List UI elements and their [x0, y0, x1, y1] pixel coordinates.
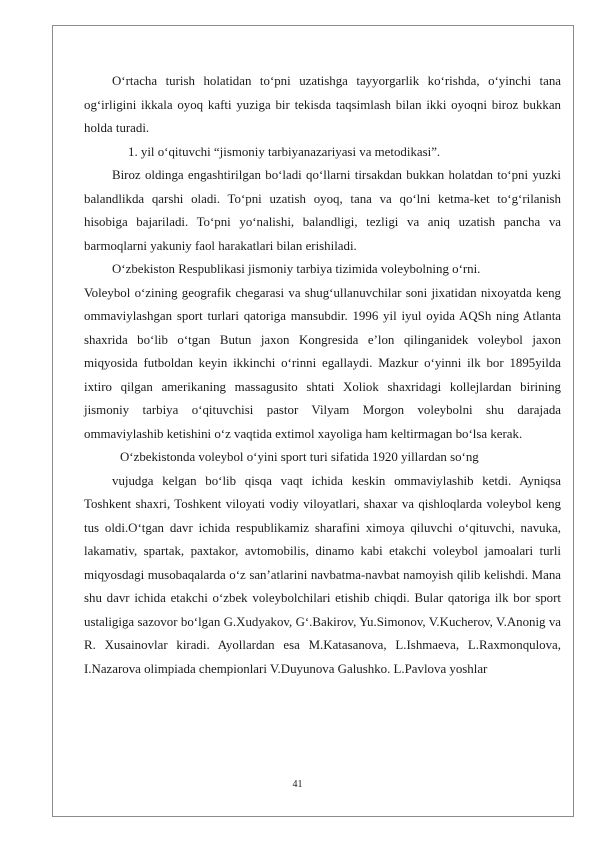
section-heading: O‘zbekiston Respublikasi jismoniy tarbiya tizimida voleybolning o‘rni.	[112, 262, 481, 276]
paragraph: O‘zbekistonda voleybol o‘yini sport turi sifatida 1920 yillardan so‘ng	[120, 450, 479, 464]
page-number: 41	[292, 779, 303, 790]
paragraph: Voleybol o‘zining geografik chegarasi va shug‘ullanuvchilar soni jixatidan nixoyatda keng ommaviylashgan sport turlari qatoriga mansubdir. 1996 yil iyul oyida AQSh ning Atlanta shaxrida bo‘lib o‘tgan Butun jaxon Kongresida e’lon qilinganidek voleybol jaxon miqyosida futboldan keyin ikkinchi o‘rinni egallaydi. Mazkur o‘yinni ilk bor 1895yilda ixtiro qilgan amerikaning massagusito shtati Xoliok shaxridagi kollejlardan birining jismoniy tarbiya o‘qituvchisi pastor Vilyam Morgon voleybolni shu darajada ommaviylashib ketishini o‘z vaqtida extimol xayoliga ham keltirmagan bo‘lsa kerak.	[84, 285, 561, 441]
paragraph: vujudga kelgan bo‘lib qisqa vaqt ichida keskin ommaviylashib ketdi. Ayniqsa Toshkent shaxri, Toshkent viloyati vodiy viloyatlari, shaxar va qishloqlarda voleybol keng tus oldi.O‘tgan davr ichida respublikamiz sharafini ximoya qiluvchi o‘qituvchi, navuka, lakamativ, spartak, paxtakor, avtomobilis, dinamo kabi etakchi voleybol jamoalari turli miqyosdagi musobaqalarda o‘z san’atlarini navbatma-navbat namoyish qilib kelishdi. Mana shu davr ichida etakchi o‘zbek voleybolchilari etishib chiqdi. Bular qatoriga ilk bor sport ustaligiga sazovor bo‘lgan G.Xudyakov, G‘.Bakirov, Yu.Simonov, V.Kucherov, V.Anonig va R. Xusainovlar kiradi. Ayollardan esa M.Katasanova, L.Ishmaeva, L.Raxmonqulova, I.Nazarova olimpiada chempionlari V.Duyunova Galushko. L.Pavlova yoshlar	[84, 473, 561, 676]
paragraph: Biroz oldinga engashtirilgan bo‘ladi qo‘llarni tirsakdan bukkan holatdan to‘pni yuzki balandlikda qarshi oladi. To‘pni uzatish oyoq, tana va qo‘lni ketma-ket to‘g‘rilanish hisobiga bajariladi. To‘pni yo‘nalishi, balandligi, tezligi va aniq uzatish pancha va barmoqlarni yakuniy faol harakatlari bilan erishiladi.	[84, 168, 561, 253]
paragraph: O‘rtacha turish holatidan to‘pni uzatishga tayyorgarlik ko‘rishda, o‘yinchi tana og‘irligini ikkala oyoq kafti yuziga bir tekisda taqsimlash bilan ikki oyoqni biroz bukkan holda turadi.	[84, 74, 561, 135]
numbered-list-item: 1. yil o‘qituvchi “jismoniy tarbiyanazariyasi va metodikasi”.	[128, 144, 441, 159]
document-body	[84, 70, 561, 681]
